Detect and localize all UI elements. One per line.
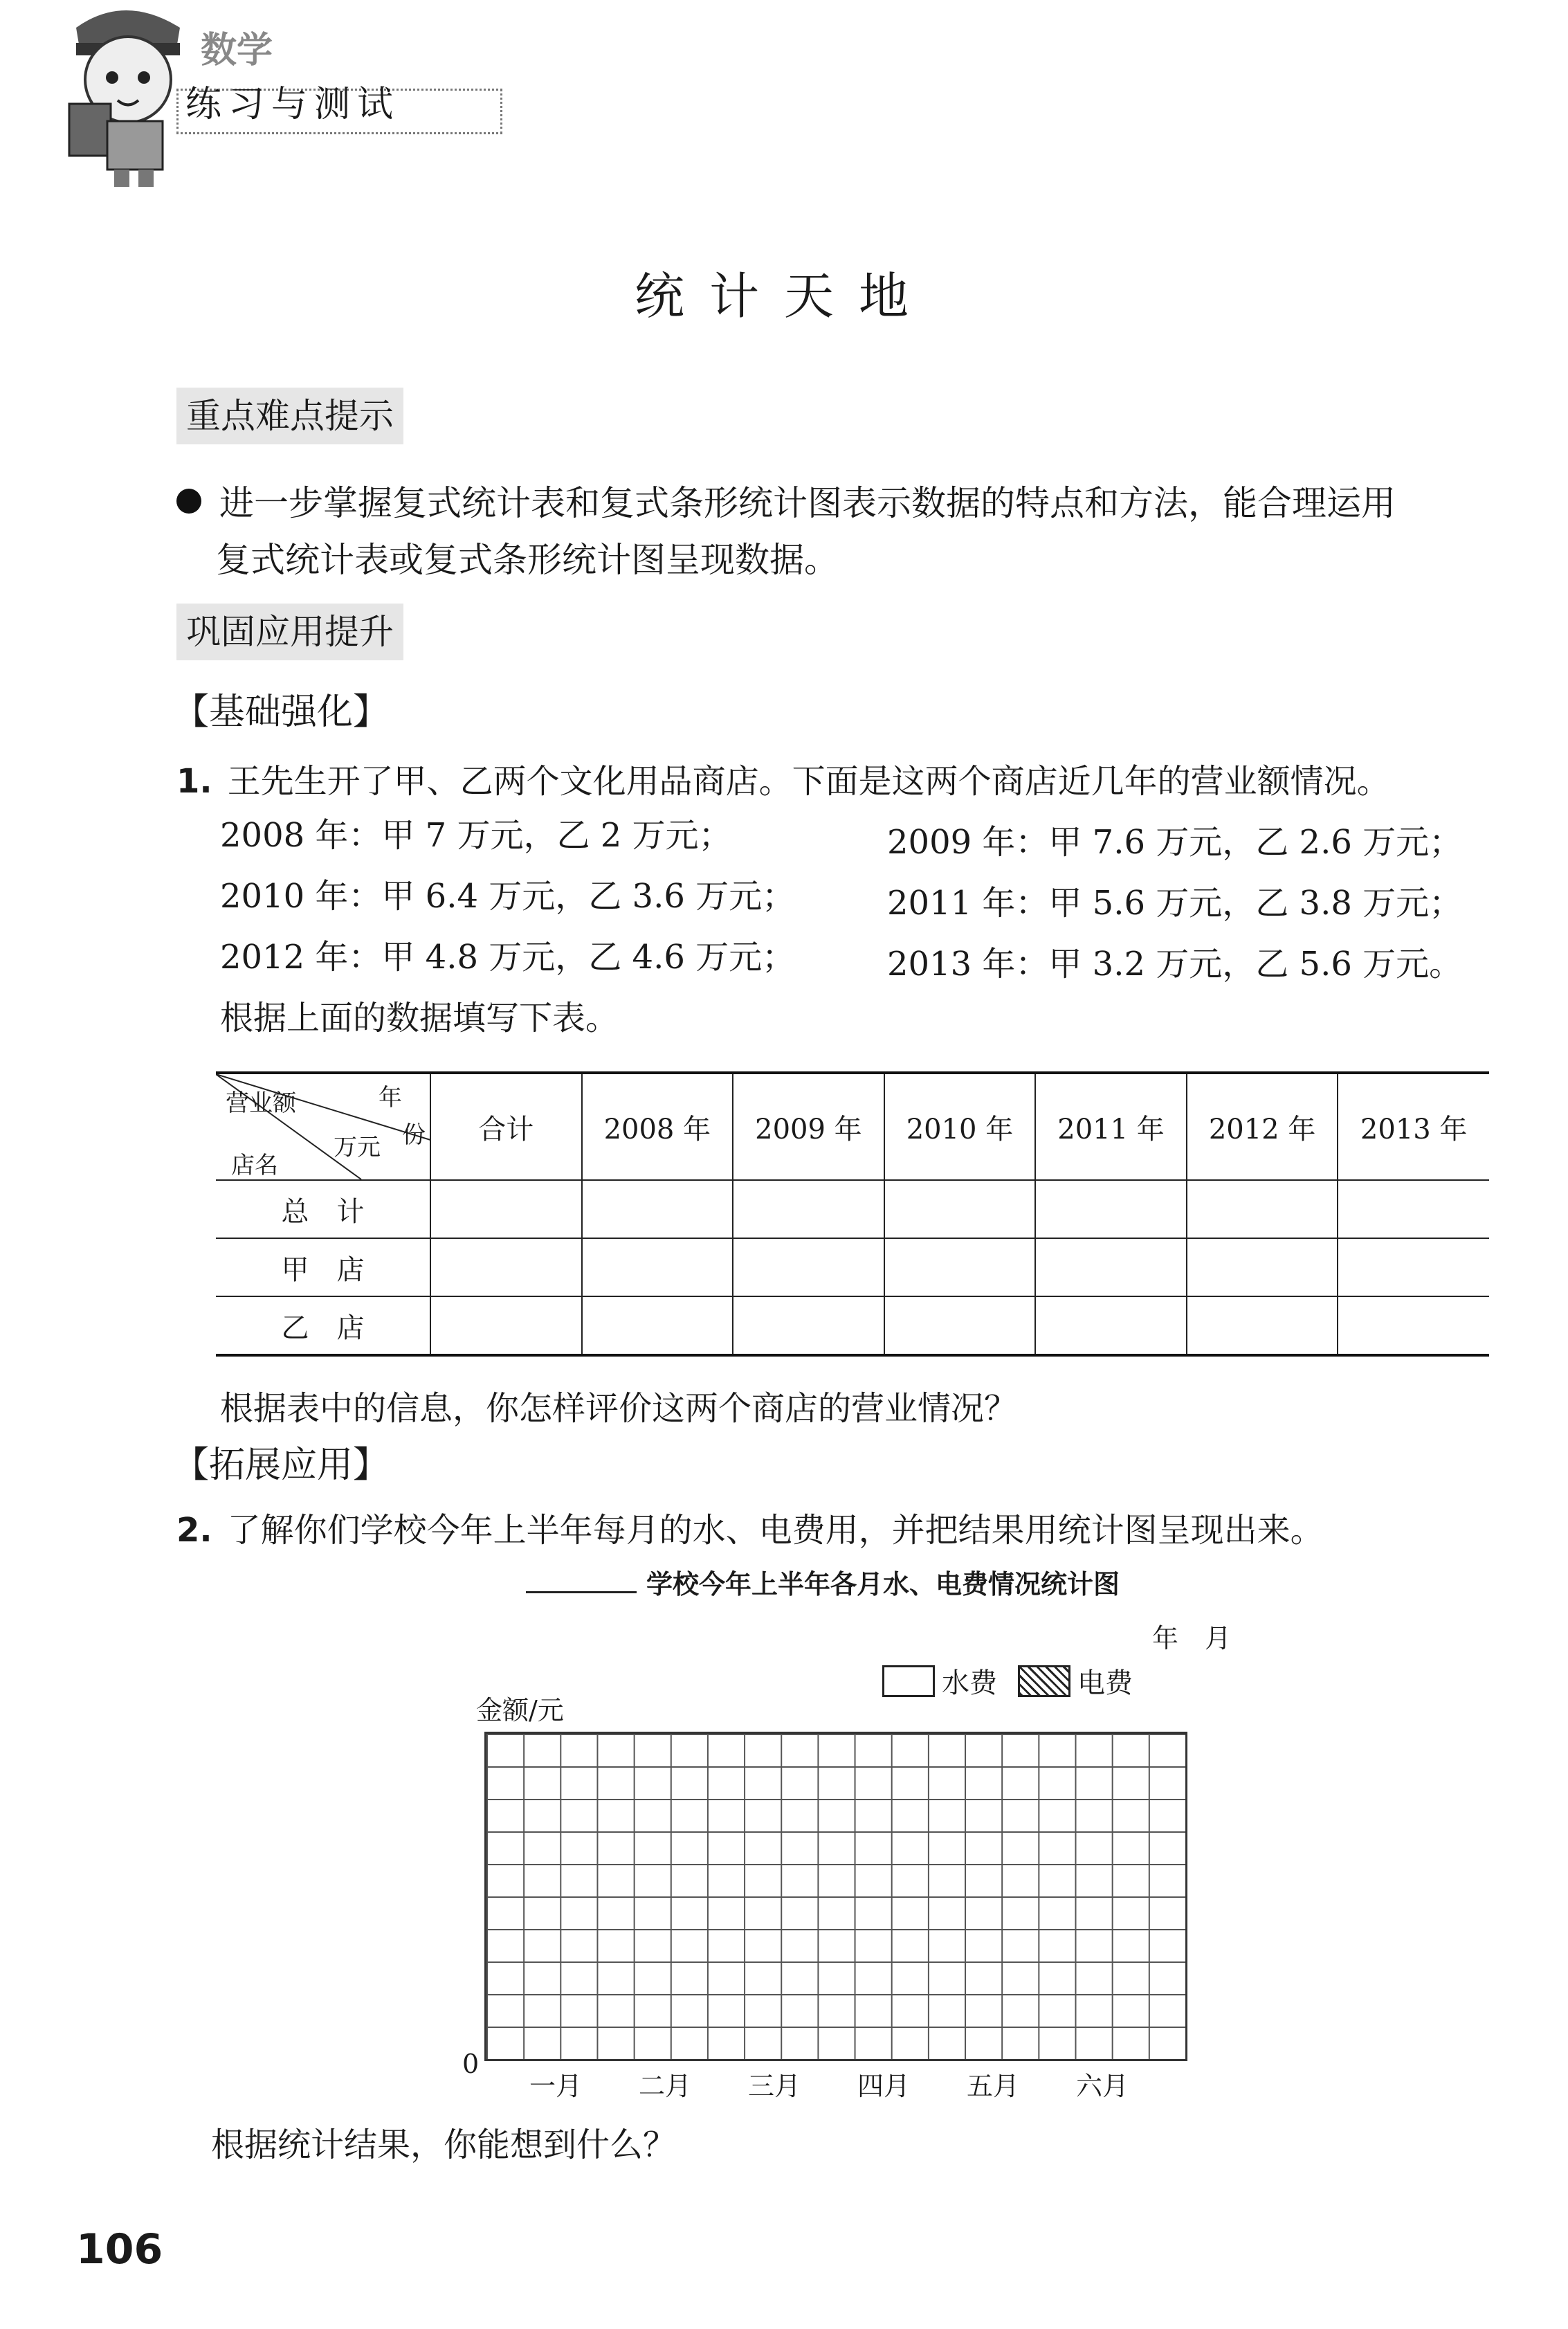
- chart-title: 学校今年上半年各月水、电费情况统计图: [526, 1563, 1120, 1601]
- table-column-header: 2012 年: [1187, 1073, 1338, 1180]
- month-label: 三月: [747, 2071, 801, 2101]
- q1-text: 1. 王先生开了甲、乙两个文化用品商店。下面是这两个商店近几年的营业额情况。: [176, 762, 1390, 801]
- chart-date: 年 月: [1152, 1623, 1232, 1653]
- page-title: 统计天地: [634, 267, 933, 325]
- legend-water-label: 水费: [942, 1667, 997, 1699]
- table-cell[interactable]: [733, 1296, 884, 1355]
- table-column-header: 2008 年: [582, 1073, 733, 1180]
- table-cell[interactable]: [1187, 1296, 1338, 1355]
- table-cell[interactable]: [1035, 1296, 1187, 1355]
- key-points-line-1: 进一步掌握复式统计表和复式条形统计图表示数据的特点和方法，能合理运用: [176, 475, 1533, 532]
- table-cell[interactable]: [733, 1238, 884, 1296]
- page-number: 106: [76, 2225, 163, 2274]
- section-heading-practice: 巩固应用提升: [176, 604, 403, 660]
- legend-electric-swatch: [1018, 1665, 1070, 1697]
- month-label: 六月: [1075, 2071, 1129, 2101]
- chart-grid[interactable]: [484, 1732, 1187, 2061]
- table-column-header: 合计: [430, 1073, 582, 1180]
- q1-table: [216, 1071, 1489, 1357]
- school-name-blank[interactable]: [526, 1591, 637, 1593]
- month-label: 一月: [529, 2071, 582, 2101]
- table-row-label: 总 计: [216, 1180, 430, 1238]
- table-column-header: 2013 年: [1338, 1073, 1489, 1180]
- table-cell[interactable]: [733, 1180, 884, 1238]
- q1-data-2008: 2008 年：甲 7 万元，乙 2 万元；: [220, 816, 732, 855]
- table-cell[interactable]: [430, 1296, 582, 1355]
- month-label: 四月: [857, 2071, 910, 2101]
- table-cell[interactable]: [430, 1238, 582, 1296]
- book-subject: 数学: [201, 30, 273, 71]
- table-cell[interactable]: [1338, 1238, 1489, 1296]
- table-cell[interactable]: [1187, 1180, 1338, 1238]
- table-cell[interactable]: [1035, 1180, 1187, 1238]
- basic-heading: 【基础强化】: [173, 691, 390, 733]
- q1-data-2010: 2010 年：甲 6.4 万元，乙 3.6 万元；: [220, 877, 796, 916]
- month-label: 二月: [638, 2071, 691, 2101]
- extend-heading: 【拓展应用】: [173, 1444, 390, 1486]
- key-points-line-2: 复式统计表或复式条形统计图呈现数据。: [216, 540, 839, 580]
- q1-question: 根据表中的信息，你怎样评价这两个商店的营业情况？: [220, 1389, 1018, 1428]
- table-row-label: 甲 店: [216, 1238, 430, 1296]
- table-cell[interactable]: [1338, 1296, 1489, 1355]
- legend-water-swatch: [882, 1665, 935, 1697]
- table-row: [216, 1180, 1489, 1238]
- q2-text: 2. 了解你们学校今年上半年每月的水、电费用，并把结果用统计图呈现出来。: [176, 1511, 1324, 1550]
- bullet-icon: [176, 489, 201, 514]
- q1-data-2012: 2012 年：甲 4.8 万元，乙 4.6 万元；: [220, 938, 796, 977]
- q1-data-2011: 2011 年：甲 5.6 万元，乙 3.8 万元；: [887, 884, 1463, 923]
- table-row: [216, 1238, 1489, 1296]
- table-cell[interactable]: [582, 1296, 733, 1355]
- table-header-row: [216, 1073, 1489, 1180]
- q1-data-2009: 2009 年：甲 7.6 万元，乙 2.6 万元；: [887, 823, 1463, 862]
- table-cell[interactable]: [1338, 1180, 1489, 1238]
- chart-origin: 0: [462, 2049, 480, 2079]
- chart-legend: [882, 1661, 1133, 1701]
- table-column-header: 2010 年: [884, 1073, 1036, 1180]
- table-cell[interactable]: [1187, 1238, 1338, 1296]
- book-title: 练习与测试: [185, 84, 401, 125]
- table-row-label: 乙 店: [216, 1296, 430, 1355]
- q1-instruction: 根据上面的数据填写下表。: [220, 999, 619, 1037]
- table-cell[interactable]: [1035, 1238, 1187, 1296]
- chart-y-label: 金额/元: [476, 1695, 564, 1725]
- table-column-header: 2009 年: [733, 1073, 884, 1180]
- table-cell[interactable]: [430, 1180, 582, 1238]
- table-cell[interactable]: [884, 1238, 1036, 1296]
- table-cell[interactable]: [582, 1238, 733, 1296]
- legend-electric-label: 电费: [1077, 1667, 1133, 1699]
- month-label: 五月: [966, 2071, 1019, 2101]
- table-cell[interactable]: [582, 1180, 733, 1238]
- table-column-header: 2011 年: [1035, 1073, 1187, 1180]
- table-row: [216, 1296, 1489, 1355]
- table-corner-cell: 年 份 营业额 万元 店名: [216, 1073, 430, 1180]
- q2-question: 根据统计结果，你能想到什么？: [211, 2126, 677, 2164]
- q1-data-2013: 2013 年：甲 3.2 万元，乙 5.6 万元。: [887, 945, 1463, 984]
- table-cell[interactable]: [884, 1296, 1036, 1355]
- table-cell[interactable]: [884, 1180, 1036, 1238]
- section-heading-key-points: 重点难点提示: [176, 388, 403, 444]
